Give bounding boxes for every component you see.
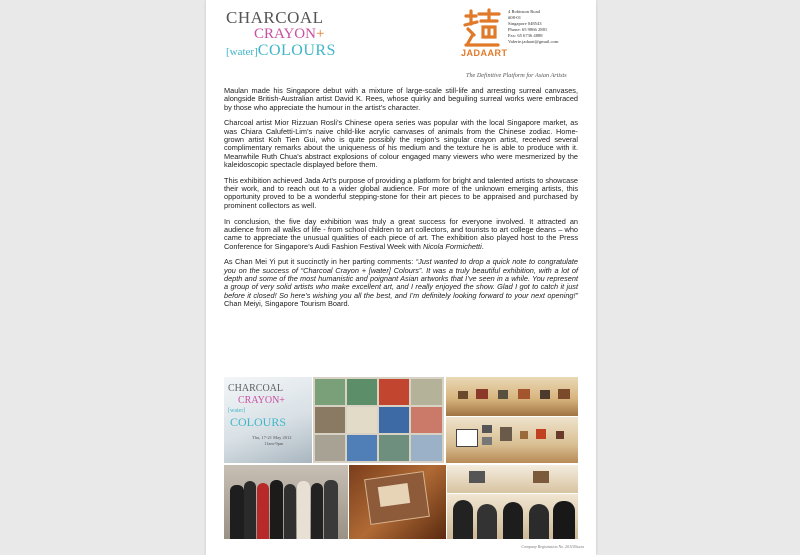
gallery-corner-photo	[447, 465, 578, 493]
document-page	[206, 0, 596, 555]
jada-art-logo-icon	[462, 8, 502, 48]
contact-line: Phone: 65 9866 2881	[508, 27, 548, 33]
logo-crayon: CRAYON+	[254, 26, 325, 42]
photo-collage	[224, 377, 578, 539]
logo-charcoal: CHARCOAL	[226, 8, 324, 27]
testimonial-quote: “Just wanted to drop a quick note to congratulate you on the success of “Charcoal Crayon + [water] Colours”. It was a truly beautiful exhibition, with a lot of depth and some of the most humanistic and poignant Asian artworks that I’ve seen in a while. You represent a group of very solid artists who make excellent art, and I really enjoyed the show. Glad I got to catch it just before it closed! So here’s wishing you all the best, and I’m definitely looking forward to your next opening!”	[224, 257, 578, 300]
artworks-collage-photo	[313, 377, 444, 463]
contact-email: Valerie.jadaart@gmail.com	[508, 39, 559, 45]
guests-photo	[447, 494, 578, 539]
tagline: The Definitive Platform for Asian Artists	[466, 72, 567, 79]
paragraph: Charcoal artist Mior Rizzuan Rosli’s Chinese opera series was popular with the local Singapore market, as was Chiara Calufetti-Lim’s naive child-like acrylic canvases of animals from the Chinese zodiac. Home-grown artist Koh Tien Gui, who is quite possibly the region’s singular crayon artist, received several complimentary remarks about the uniqueness of his medium and the texture he is able to produce with it. Meanwhile Ruth Chua’s abstract explosions of colour engaged many viewers who were mesmerized by the kaleidoscopic spectacle displayed before them.	[224, 118, 578, 169]
catalogue-photo	[349, 465, 446, 539]
article-body	[224, 87, 578, 316]
company-registration: Company Registration No. 201105xxxx	[521, 544, 584, 549]
guest-name: Nicola Formichetti	[422, 241, 482, 251]
contact-line: Fax: 65 6736 4888	[508, 33, 543, 39]
logo-colours: [water]COLOURS	[226, 42, 336, 59]
contact-line: #08-01	[508, 15, 522, 21]
paragraph: In conclusion, the five day exhibition was truly a great success for everyone involved. It attracted an audience from all walks of life - from school children to art collectors, and tourists to art college deans – who came to appreciate the unusual qualities of each piece of art. The exhibition also played host to the Press Conference for Singapore’s Audi Fashion Festival Week with Nicola Formichetti.	[224, 216, 578, 251]
contact-line: 4 Robinson Road	[508, 9, 540, 14]
paragraph: This exhibition achieved Jada Art’s purpose of providing a platform for bright and talented artists to showcase their work, and to reach out to a wider global audience. For more of the unknown emerging artists, this opportunity proved to be a wonderful stepping-stone for their art pieces to be appraised and purchased by prominent collectors as well.	[224, 175, 578, 210]
contact-block	[508, 9, 558, 46]
gallery-interior-photo	[446, 417, 578, 463]
paragraph: Maulan made his Singapore debut with a mixture of large-scale still-life and arresting surreal canvases, alongside British-Australian artist David K. Rees, whose quirky and beguiling surreal works were embraced by those who appreciate the humour in the artist’s character.	[224, 86, 578, 112]
gallery-hall-photo	[446, 377, 578, 416]
group-photo	[224, 465, 348, 539]
brand-name: JADAART	[461, 48, 508, 58]
paragraph: As Chan Mei Yi put it succinctly in her parting comments: “Just wanted to drop a quick note to congratulate you on the success of “Charcoal Crayon + [water] Colours”. It was a truly beautiful exhibition, with a lot of depth and some of the most humanistic and poignant Asian artworks that I’ve seen in a while. You represent a group of very solid artists who make excellent art, and I really enjoyed the show. Glad I got to catch it just before it closed! So here’s wishing you all the best, and I’m definitely looking forward to your next opening!” Chan Meiyi, Singapore Tourism Board.	[224, 257, 578, 308]
contact-line: Singapore 048543	[508, 21, 542, 27]
poster-photo: CHARCOAL CRAYON+ [water] COLOURS Thu, 17-21 May 2012 11am-9pm	[224, 377, 312, 463]
